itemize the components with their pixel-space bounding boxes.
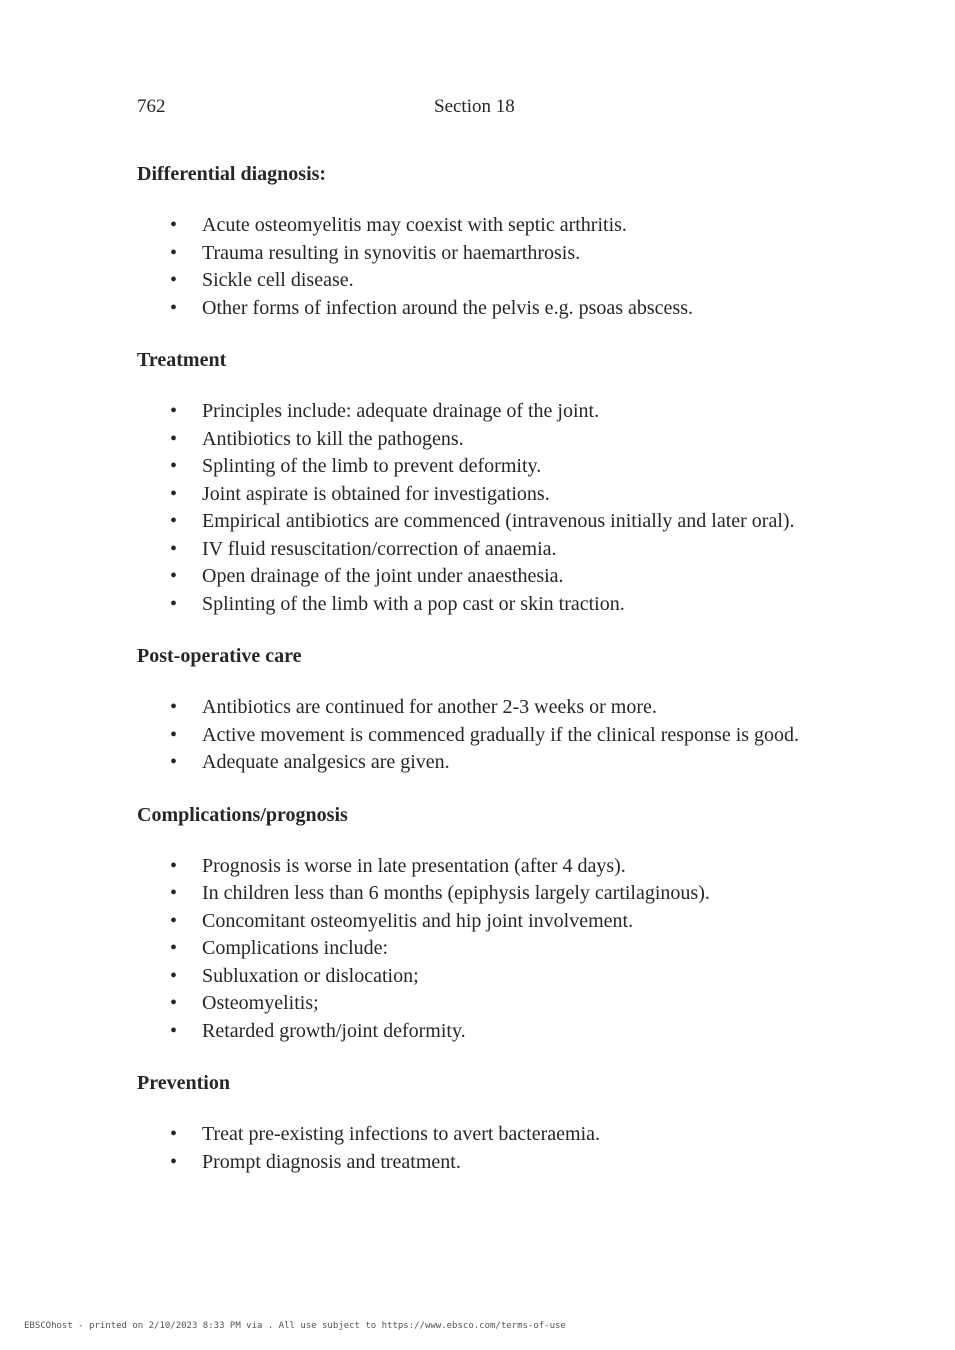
list-item: • Prompt diagnosis and treatment.	[137, 1149, 818, 1177]
list-item: • Antibiotics to kill the pathogens.	[137, 426, 818, 454]
list-item: • Prognosis is worse in late presentation (after 4 days).	[137, 853, 818, 881]
page-body	[137, 160, 818, 1200]
list-item: • Empirical antibiotics are commenced (intravenous initially and later oral).	[137, 508, 818, 536]
list-item: • Splinting of the limb to prevent deformity.	[137, 453, 818, 481]
section-complications-prognosis	[137, 801, 818, 1046]
bullet-list	[137, 398, 818, 618]
list-item: • Subluxation or dislocation;	[137, 963, 818, 991]
bullet-list	[137, 853, 818, 1046]
list-item: • In children less than 6 months (epiphysis largely cartilaginous).	[137, 880, 818, 908]
section-heading: Prevention	[137, 1072, 230, 1094]
list-item: • Concomitant osteomyelitis and hip joint involvement.	[137, 908, 818, 936]
page-number: 762	[137, 96, 166, 117]
list-item: • Osteomyelitis;	[137, 990, 818, 1018]
list-item: • Sickle cell disease.	[137, 267, 818, 295]
page-header	[137, 96, 818, 122]
list-item: • Antibiotics are continued for another 2-3 weeks or more.	[137, 694, 818, 722]
list-item: • Complications include:	[137, 935, 818, 963]
section-post-operative-care	[137, 642, 818, 777]
bullet-list	[137, 1121, 818, 1176]
list-item: • Acute osteomyelitis may coexist with septic arthritis.	[137, 212, 818, 240]
list-item: • Active movement is commenced gradually if the clinical response is good.	[137, 722, 818, 750]
list-item: • Joint aspirate is obtained for investigations.	[137, 481, 818, 509]
section-heading: Complications/prognosis	[137, 803, 348, 826]
bullet-list	[137, 212, 818, 322]
list-item: • IV fluid resuscitation/correction of anaemia.	[137, 536, 818, 564]
section-differential-diagnosis	[137, 160, 818, 322]
section-heading: Differential diagnosis:	[137, 163, 327, 185]
running-header-section: Section 18	[434, 96, 515, 117]
list-item: • Principles include: adequate drainage of the joint.	[137, 398, 818, 426]
list-item: • Trauma resulting in synovitis or haemarthrosis.	[137, 240, 818, 268]
print-footer: EBSCOhost - printed on 2/10/2023 8:33 PM via . All use subject to https://www.ebsco.com/terms-of-use	[24, 1321, 566, 1331]
section-heading: Treatment	[137, 349, 227, 371]
list-item: • Splinting of the limb with a pop cast or skin traction.	[137, 591, 818, 619]
bullet-list	[137, 694, 818, 777]
list-item: • Retarded growth/joint deformity.	[137, 1018, 818, 1046]
list-item: • Treat pre-existing infections to avert bacteraemia.	[137, 1121, 818, 1149]
section-heading: Post-operative care	[137, 645, 302, 667]
list-item: • Other forms of infection around the pelvis e.g. psoas abscess.	[137, 295, 818, 323]
list-item: • Adequate analgesics are given.	[137, 749, 818, 777]
list-item: • Open drainage of the joint under anaesthesia.	[137, 563, 818, 591]
section-treatment	[137, 346, 818, 618]
section-prevention	[137, 1069, 818, 1176]
